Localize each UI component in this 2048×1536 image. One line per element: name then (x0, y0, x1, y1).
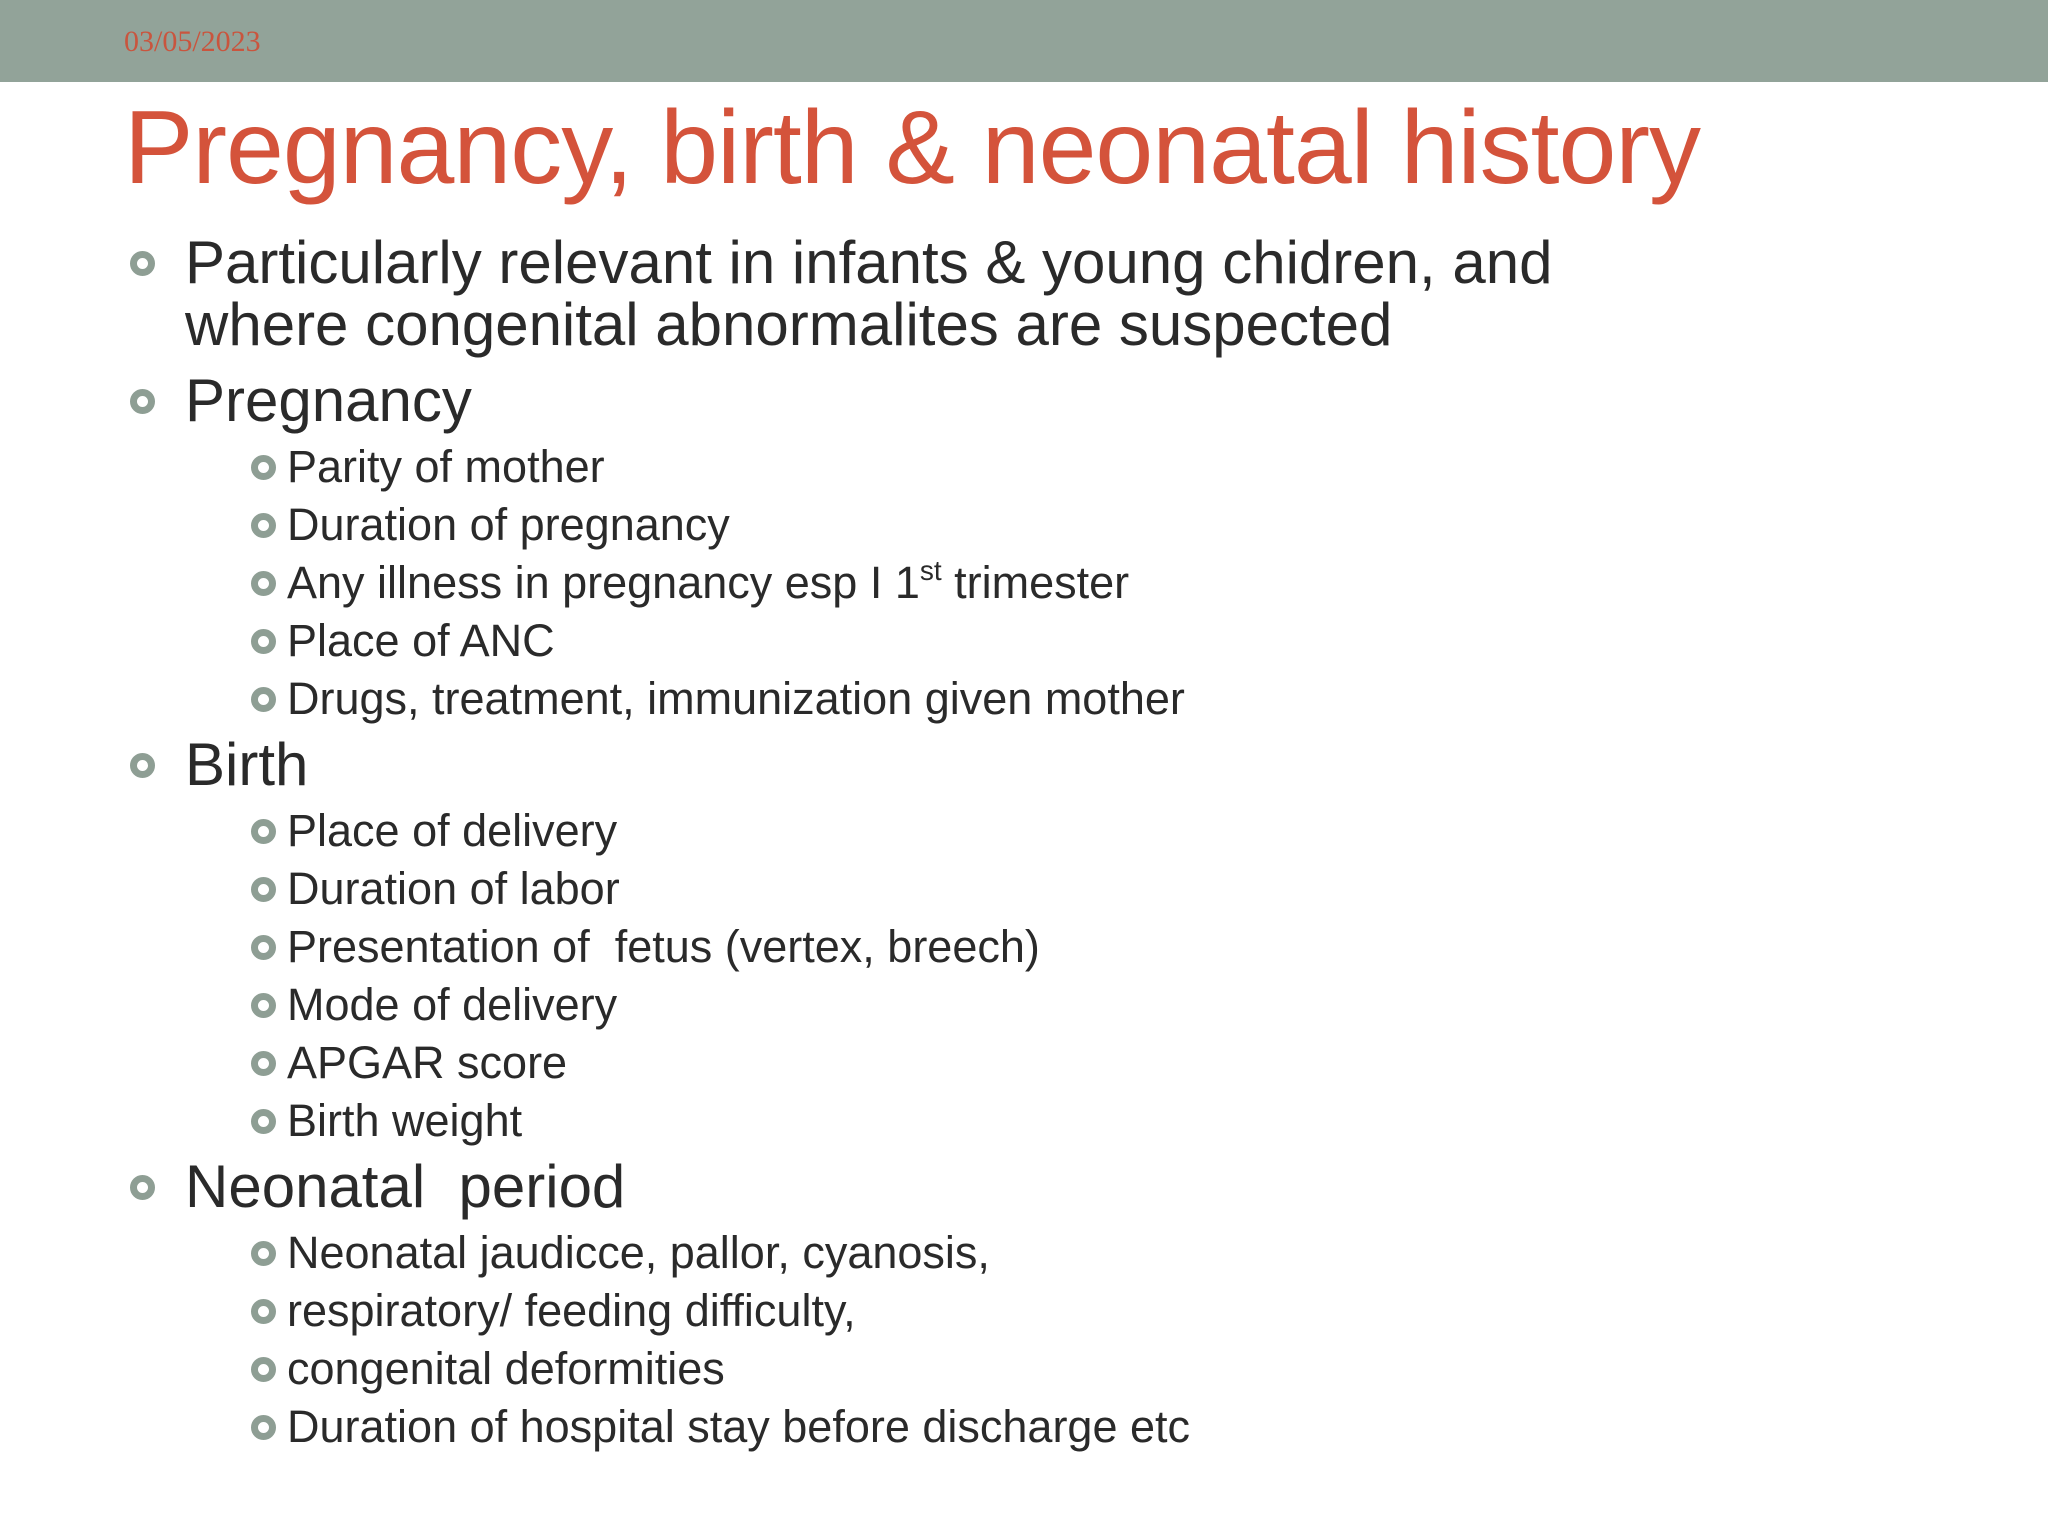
header-bar (0, 0, 2048, 82)
hollow-circle-bullet-icon (251, 455, 276, 480)
list-item (0, 802, 2048, 860)
section-heading-birth (0, 731, 1685, 798)
slide-title: Pregnancy, birth & neonatal history (124, 90, 1700, 206)
hollow-circle-bullet-icon (251, 1415, 276, 1440)
hollow-circle-bullet-icon (130, 251, 155, 276)
hollow-circle-bullet-icon (251, 1357, 276, 1382)
hollow-circle-bullet-icon (251, 513, 276, 538)
hollow-circle-bullet-icon (130, 1175, 155, 1200)
list-item (0, 1340, 2048, 1398)
list-item-text: respiratory/ feeding difficulty, (287, 1285, 856, 1336)
list-item-text: Parity of mother (287, 441, 605, 492)
hollow-circle-bullet-icon (251, 1241, 276, 1266)
hollow-circle-bullet-icon (251, 1051, 276, 1076)
hollow-circle-bullet-icon (251, 1299, 276, 1324)
hollow-circle-bullet-icon (251, 935, 276, 960)
list-item (0, 438, 2048, 496)
list-item (0, 1034, 2048, 1092)
slide-date: 03/05/2023 (124, 25, 261, 58)
hollow-circle-bullet-icon (130, 753, 155, 778)
hollow-circle-bullet-icon (251, 877, 276, 902)
hollow-circle-bullet-icon (251, 571, 276, 596)
text-after-superscript: trimester (941, 557, 1130, 608)
list-item-text: Mode of delivery (287, 979, 618, 1030)
list-item (0, 860, 2048, 918)
intro-bullet (0, 229, 1685, 358)
list-item-text: Duration of pregnancy (287, 499, 730, 550)
section-heading-text: Birth (185, 731, 309, 798)
text-before-superscript: Any illness in pregnancy esp I 1 (287, 557, 920, 608)
intro-text: Particularly relevant in infants & young chidren, and where congenital abnormalites are suspected (185, 229, 1553, 358)
list-item-text: Birth weight (287, 1095, 523, 1146)
list-item-text: Drugs, treatment, immunization given mother (287, 673, 1185, 724)
section-heading-pregnancy (0, 367, 1685, 434)
list-item (0, 918, 2048, 976)
list-item (0, 1224, 2048, 1282)
section-heading-neonatal-period (0, 1153, 1685, 1220)
list-item-text: Place of delivery (287, 805, 618, 856)
list-item (0, 1092, 2048, 1150)
section-heading-text: Neonatal period (185, 1153, 626, 1220)
slide-body (0, 229, 2048, 1456)
list-item (0, 1282, 2048, 1340)
hollow-circle-bullet-icon (251, 819, 276, 844)
list-item-text: Presentation of fetus (vertex, breech) (287, 921, 1040, 972)
hollow-circle-bullet-icon (251, 993, 276, 1018)
list-item-text: Duration of labor (287, 863, 620, 914)
list-item-text: congenital deformities (287, 1343, 725, 1394)
list-item-text: Neonatal jaudicce, pallor, cyanosis, (287, 1227, 990, 1278)
list-item-text (287, 557, 1129, 608)
list-item (0, 554, 2048, 612)
list-item-text: Duration of hospital stay before discharge etc (287, 1401, 1191, 1452)
list-item (0, 976, 2048, 1034)
list-item (0, 496, 2048, 554)
section-heading-text: Pregnancy (185, 367, 472, 434)
list-item (0, 1398, 2048, 1456)
hollow-circle-bullet-icon (130, 389, 155, 414)
superscript-st: st (919, 555, 942, 586)
hollow-circle-bullet-icon (251, 1109, 276, 1134)
list-item (0, 670, 2048, 728)
hollow-circle-bullet-icon (251, 629, 276, 654)
list-item (0, 612, 2048, 670)
hollow-circle-bullet-icon (251, 687, 276, 712)
list-item-text: APGAR score (287, 1037, 568, 1088)
list-item-text: Place of ANC (287, 615, 555, 666)
